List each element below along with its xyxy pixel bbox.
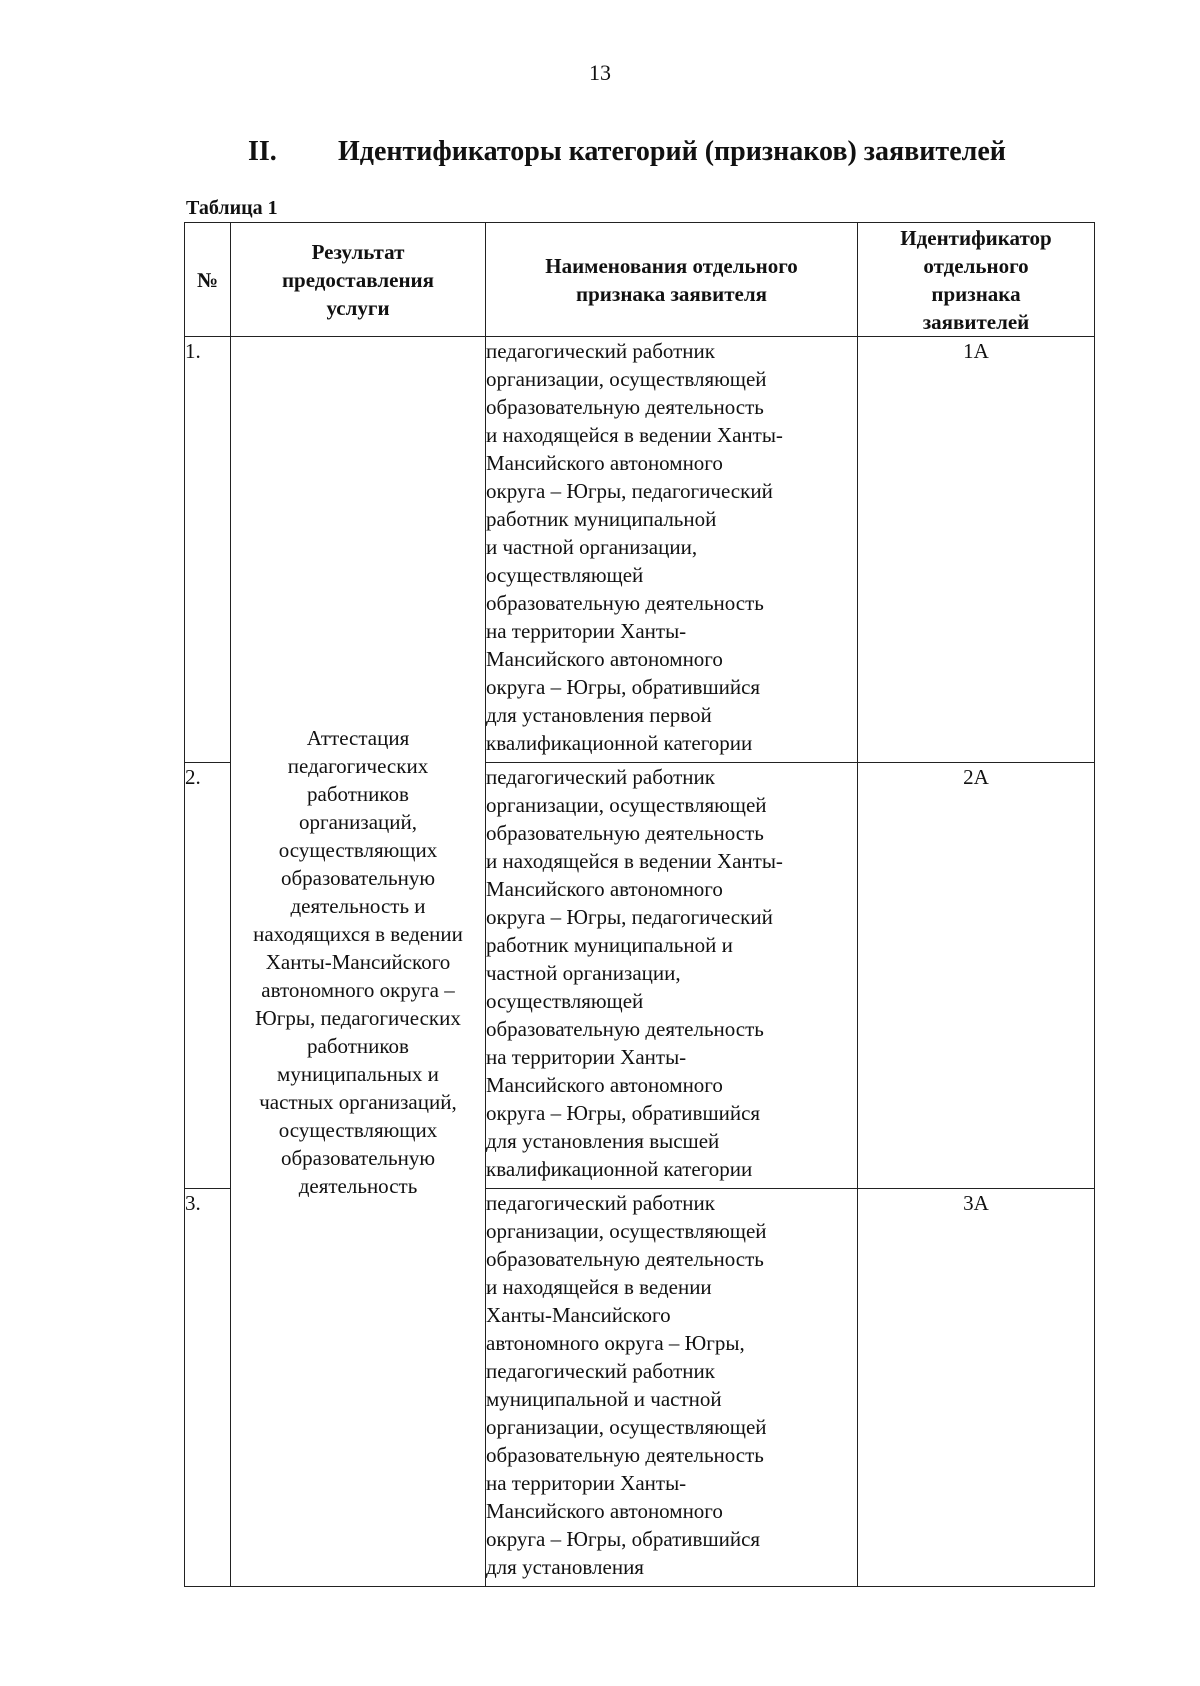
result-line: Аттестация <box>306 725 410 750</box>
attribute-name-line: организации, осуществляющей <box>486 367 767 391</box>
result-line: частных организаций, <box>259 1089 457 1114</box>
attribute-name-line: образовательную деятельность <box>486 821 764 845</box>
attribute-name-line: Мансийского автономного <box>486 1073 723 1097</box>
result-line: организаций, <box>299 809 417 834</box>
attribute-name-line: педагогический работник <box>486 765 715 789</box>
result-line: осуществляющих <box>278 1117 438 1142</box>
identifier-cell: 3А <box>858 1189 1095 1587</box>
attribute-name-line: образовательную деятельность <box>486 1443 764 1467</box>
attribute-name-line: округа – Югры, обратившийся <box>486 1527 761 1551</box>
attribute-name-cell <box>486 763 858 1189</box>
attribute-name-line: работник муниципальной <box>486 507 717 531</box>
attribute-name-line: автономного округа – Югры, <box>486 1331 745 1355</box>
attribute-name-cell <box>486 337 858 763</box>
attribute-name-line: педагогический работник <box>486 339 715 363</box>
attribute-name-line: округа – Югры, обратившийся <box>486 675 761 699</box>
result-line: деятельность <box>298 1173 418 1198</box>
result-line: образовательную <box>280 865 436 890</box>
attribute-name-line: Мансийского автономного <box>486 451 723 475</box>
table-header-row <box>185 223 1095 337</box>
result-line: Югры, педагогических <box>255 1005 461 1030</box>
header-attribute-name <box>486 223 858 337</box>
attribute-name-line: на территории Ханты- <box>486 619 687 643</box>
attribute-name-line: для установления высшей <box>486 1129 720 1153</box>
result-line: автономного округа – <box>261 977 455 1002</box>
attribute-name-line: Мансийского автономного <box>486 1499 723 1523</box>
attribute-name-cell <box>486 1189 858 1587</box>
result-line: деятельность и <box>290 893 426 918</box>
row-number: 3. <box>185 1189 231 1587</box>
service-result-cell <box>231 337 486 1587</box>
attribute-name-line: педагогический работник <box>486 1191 715 1215</box>
attribute-name-line: Ханты-Мансийского <box>486 1303 671 1327</box>
result-line: Ханты-Мансийского <box>265 949 451 974</box>
section-heading <box>248 136 1006 168</box>
row-number: 1. <box>185 337 231 763</box>
attribute-name-line: работник муниципальной и <box>486 933 733 957</box>
page-number: 13 <box>589 60 611 85</box>
attribute-name-line: округа – Югры, педагогический <box>486 479 773 503</box>
header-result <box>231 223 486 337</box>
header-result-line: предоставления <box>281 267 435 292</box>
identifier-cell: 2А <box>858 763 1095 1189</box>
result-line: работников <box>307 781 409 806</box>
table-caption: Таблица 1 <box>186 197 278 219</box>
section-number: II. <box>248 136 277 167</box>
attribute-name-line: на территории Ханты- <box>486 1045 687 1069</box>
attribute-name-line: округа – Югры, обратившийся <box>486 1101 761 1125</box>
attribute-name-line: и частной организации, <box>486 535 698 559</box>
attribute-name-line: на территории Ханты- <box>486 1471 687 1495</box>
attribute-name-line: образовательную деятельность <box>486 591 764 615</box>
attribute-name-line: осуществляющей <box>486 563 644 587</box>
header-name-line: Наименования отдельного <box>545 253 798 278</box>
attribute-name-line: для установления <box>486 1555 644 1579</box>
table-row <box>185 337 1095 763</box>
attribute-name-line: квалификационной категории <box>486 731 753 755</box>
attribute-name-line: образовательную деятельность <box>486 395 764 419</box>
result-line: находящихся в ведении <box>253 921 463 946</box>
attribute-name-line: частной организации, <box>486 961 681 985</box>
attribute-name-line: Мансийского автономного <box>486 647 723 671</box>
attribute-name-line: квалификационной категории <box>486 1157 753 1181</box>
attribute-name-line: и находящейся в ведении Ханты- <box>486 849 783 873</box>
identifier-cell: 1А <box>858 337 1095 763</box>
attribute-name-line: педагогический работник <box>486 1359 715 1383</box>
result-line: муниципальных и <box>277 1061 439 1086</box>
attribute-name-line: Мансийского автономного <box>486 877 723 901</box>
result-line: осуществляющих <box>278 837 438 862</box>
attribute-name-line: и находящейся в ведении <box>486 1275 712 1299</box>
header-ident-line: заявителей <box>922 309 1030 334</box>
attribute-name-line: образовательную деятельность <box>486 1247 764 1271</box>
attribute-name-line: осуществляющей <box>486 989 644 1013</box>
attribute-name-line: и находящейся в ведении Ханты- <box>486 423 783 447</box>
applicant-categories-table <box>184 222 1095 1587</box>
attribute-name-line: для установления первой <box>486 703 712 727</box>
header-ident-line: признака <box>931 281 1021 306</box>
result-line: образовательную <box>280 1145 436 1170</box>
header-name-line: признака заявителя <box>576 281 767 306</box>
header-identifier <box>858 223 1095 337</box>
header-ident-line: отдельного <box>923 253 1029 278</box>
attribute-name-line: организации, осуществляющей <box>486 793 767 817</box>
attribute-name-line: организации, осуществляющей <box>486 1219 767 1243</box>
row-number: 2. <box>185 763 231 1189</box>
header-ident-line: Идентификатор <box>900 225 1052 250</box>
header-result-line: услуги <box>326 295 390 320</box>
attribute-name-line: организации, осуществляющей <box>486 1415 767 1439</box>
section-title: Идентификаторы категорий (признаков) заявителей <box>338 136 1006 167</box>
header-result-line: Результат <box>311 239 405 264</box>
result-line: работников <box>307 1033 409 1058</box>
attribute-name-line: образовательную деятельность <box>486 1017 764 1041</box>
attribute-name-line: округа – Югры, педагогический <box>486 905 773 929</box>
header-number: № <box>185 223 231 337</box>
result-line: педагогических <box>287 753 429 778</box>
attribute-name-line: муниципальной и частной <box>486 1387 722 1411</box>
